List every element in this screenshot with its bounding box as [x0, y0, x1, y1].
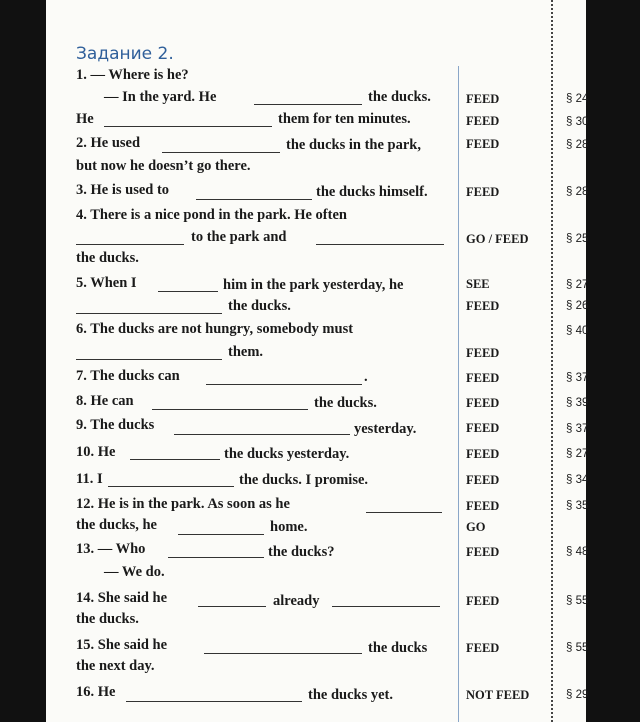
verb-hint: FEED — [466, 185, 500, 199]
answer-blank[interactable] — [254, 104, 362, 105]
text-line: the next day. — [76, 658, 155, 674]
answer-blank[interactable] — [198, 606, 266, 607]
answer-blank[interactable] — [158, 291, 218, 292]
text-line: but now he doesn’t go there. — [76, 158, 251, 174]
text-line: 10. He — [76, 444, 116, 460]
answer-blank[interactable] — [178, 534, 264, 535]
verb-hint: FEED — [466, 641, 500, 655]
answer-blank[interactable] — [366, 512, 442, 513]
grammar-ref: § 27 — [566, 279, 589, 291]
grammar-ref: § 35 — [566, 500, 589, 512]
verb-hint: GO — [466, 520, 486, 534]
text-line: 9. The ducks — [76, 417, 155, 433]
verb-hint: FEED — [466, 371, 500, 385]
verb-hint: NOT FEED — [466, 688, 530, 702]
verb-hint: FEED — [466, 473, 500, 487]
text-line: 6. The ducks are not hungry, somebody must — [76, 321, 354, 337]
answer-blank[interactable] — [204, 653, 362, 654]
text-line: the ducks — [368, 640, 428, 656]
text-line: the ducks. — [76, 250, 139, 266]
grammar-ref: § 24 — [566, 93, 589, 105]
verb-hint: FEED — [466, 545, 500, 559]
text-line: the ducks. — [314, 395, 377, 411]
answer-blank[interactable] — [152, 409, 308, 410]
column-divider — [458, 66, 459, 722]
text-line: 16. He — [76, 684, 116, 700]
verb-hint: FEED — [466, 396, 500, 410]
grammar-ref: § 29 — [566, 689, 589, 701]
page-title: Задание 2. — [76, 44, 174, 64]
answer-blank[interactable] — [76, 359, 222, 360]
grammar-ref: § 27 — [566, 448, 589, 460]
text-line: to the park and — [191, 229, 287, 245]
verb-hint: FEED — [466, 594, 500, 608]
text-line: him in the park yesterday, he — [223, 277, 404, 293]
verb-hint: FEED — [466, 92, 500, 106]
text-line: 15. She said he — [76, 637, 168, 653]
text-line: — We do. — [104, 564, 165, 580]
grammar-ref: § 37 — [566, 423, 589, 435]
answer-blank[interactable] — [126, 701, 302, 702]
answer-blank[interactable] — [104, 126, 272, 127]
text-line: already — [273, 593, 320, 609]
verb-hint: FEED — [466, 421, 500, 435]
text-line: — In the yard. He — [104, 89, 217, 105]
text-line: 5. When I — [76, 275, 137, 291]
answer-blank[interactable] — [162, 152, 280, 153]
text-line: 12. He is in the park. As soon as he — [76, 496, 290, 512]
grammar-ref: § 26 — [566, 300, 589, 312]
grammar-ref: § 34 — [566, 474, 589, 486]
verb-hint: GO / FEED — [466, 232, 529, 246]
text-line: He — [76, 111, 94, 127]
text-line: home. — [270, 519, 308, 535]
text-line: 8. He can — [76, 393, 134, 409]
dotted-cut-line — [551, 0, 553, 722]
answer-blank[interactable] — [108, 486, 234, 487]
grammar-ref: § 40 — [566, 325, 589, 337]
verb-hint: FEED — [466, 299, 500, 313]
text-line: 11. I — [76, 471, 103, 487]
text-line: the ducks? — [268, 544, 335, 560]
verb-hint: FEED — [466, 114, 500, 128]
answer-blank[interactable] — [196, 199, 312, 200]
verb-hint: FEED — [466, 346, 500, 360]
text-line: them for ten minutes. — [278, 111, 411, 127]
verb-hint: FEED — [466, 447, 500, 461]
grammar-ref: § 55 — [566, 642, 589, 654]
answer-blank[interactable] — [316, 244, 444, 245]
text-line: the ducks. I promise. — [239, 472, 369, 488]
text-line: 3. He is used to — [76, 182, 170, 198]
answer-blank[interactable] — [130, 459, 220, 460]
text-line: 7. The ducks can — [76, 368, 180, 384]
text-line: 2. He used — [76, 135, 141, 151]
answer-blank[interactable] — [76, 313, 222, 314]
verb-hint: SEE — [466, 277, 490, 291]
answer-blank[interactable] — [76, 244, 184, 245]
text-line: the ducks. — [76, 611, 139, 627]
grammar-ref: § 30 — [566, 116, 589, 128]
grammar-ref: § 25 — [566, 233, 589, 245]
text-line: 1. — Where is he? — [76, 67, 189, 83]
answer-blank[interactable] — [332, 606, 440, 607]
verb-hint: FEED — [466, 499, 500, 513]
answer-blank[interactable] — [206, 384, 362, 385]
text-line: the ducks himself. — [316, 184, 428, 200]
text-line: 13. — Who — [76, 541, 146, 557]
answer-blank[interactable] — [174, 434, 350, 435]
grammar-ref: § 55 — [566, 595, 589, 607]
text-line: . — [364, 369, 368, 385]
grammar-ref: § 39 — [566, 397, 589, 409]
text-line: the ducks yesterday. — [224, 446, 350, 462]
text-line: 4. There is a nice pond in the park. He often — [76, 207, 347, 223]
text-line: the ducks. — [228, 298, 291, 314]
grammar-ref: § 37 — [566, 372, 589, 384]
worksheet-page — [46, 0, 589, 722]
text-line: the ducks in the park, — [286, 137, 421, 153]
grammar-ref: § 28 — [566, 139, 589, 151]
answer-blank[interactable] — [168, 557, 264, 558]
grammar-ref: § 48 — [566, 546, 589, 558]
text-line: the ducks, he — [76, 517, 157, 533]
grammar-ref: § 28 — [566, 186, 589, 198]
text-line: 14. She said he — [76, 590, 168, 606]
verb-hint: FEED — [466, 137, 500, 151]
text-line: the ducks yet. — [308, 687, 393, 703]
text-line: them. — [228, 344, 264, 360]
text-line: the ducks. — [368, 89, 431, 105]
text-line: yesterday. — [354, 421, 417, 437]
